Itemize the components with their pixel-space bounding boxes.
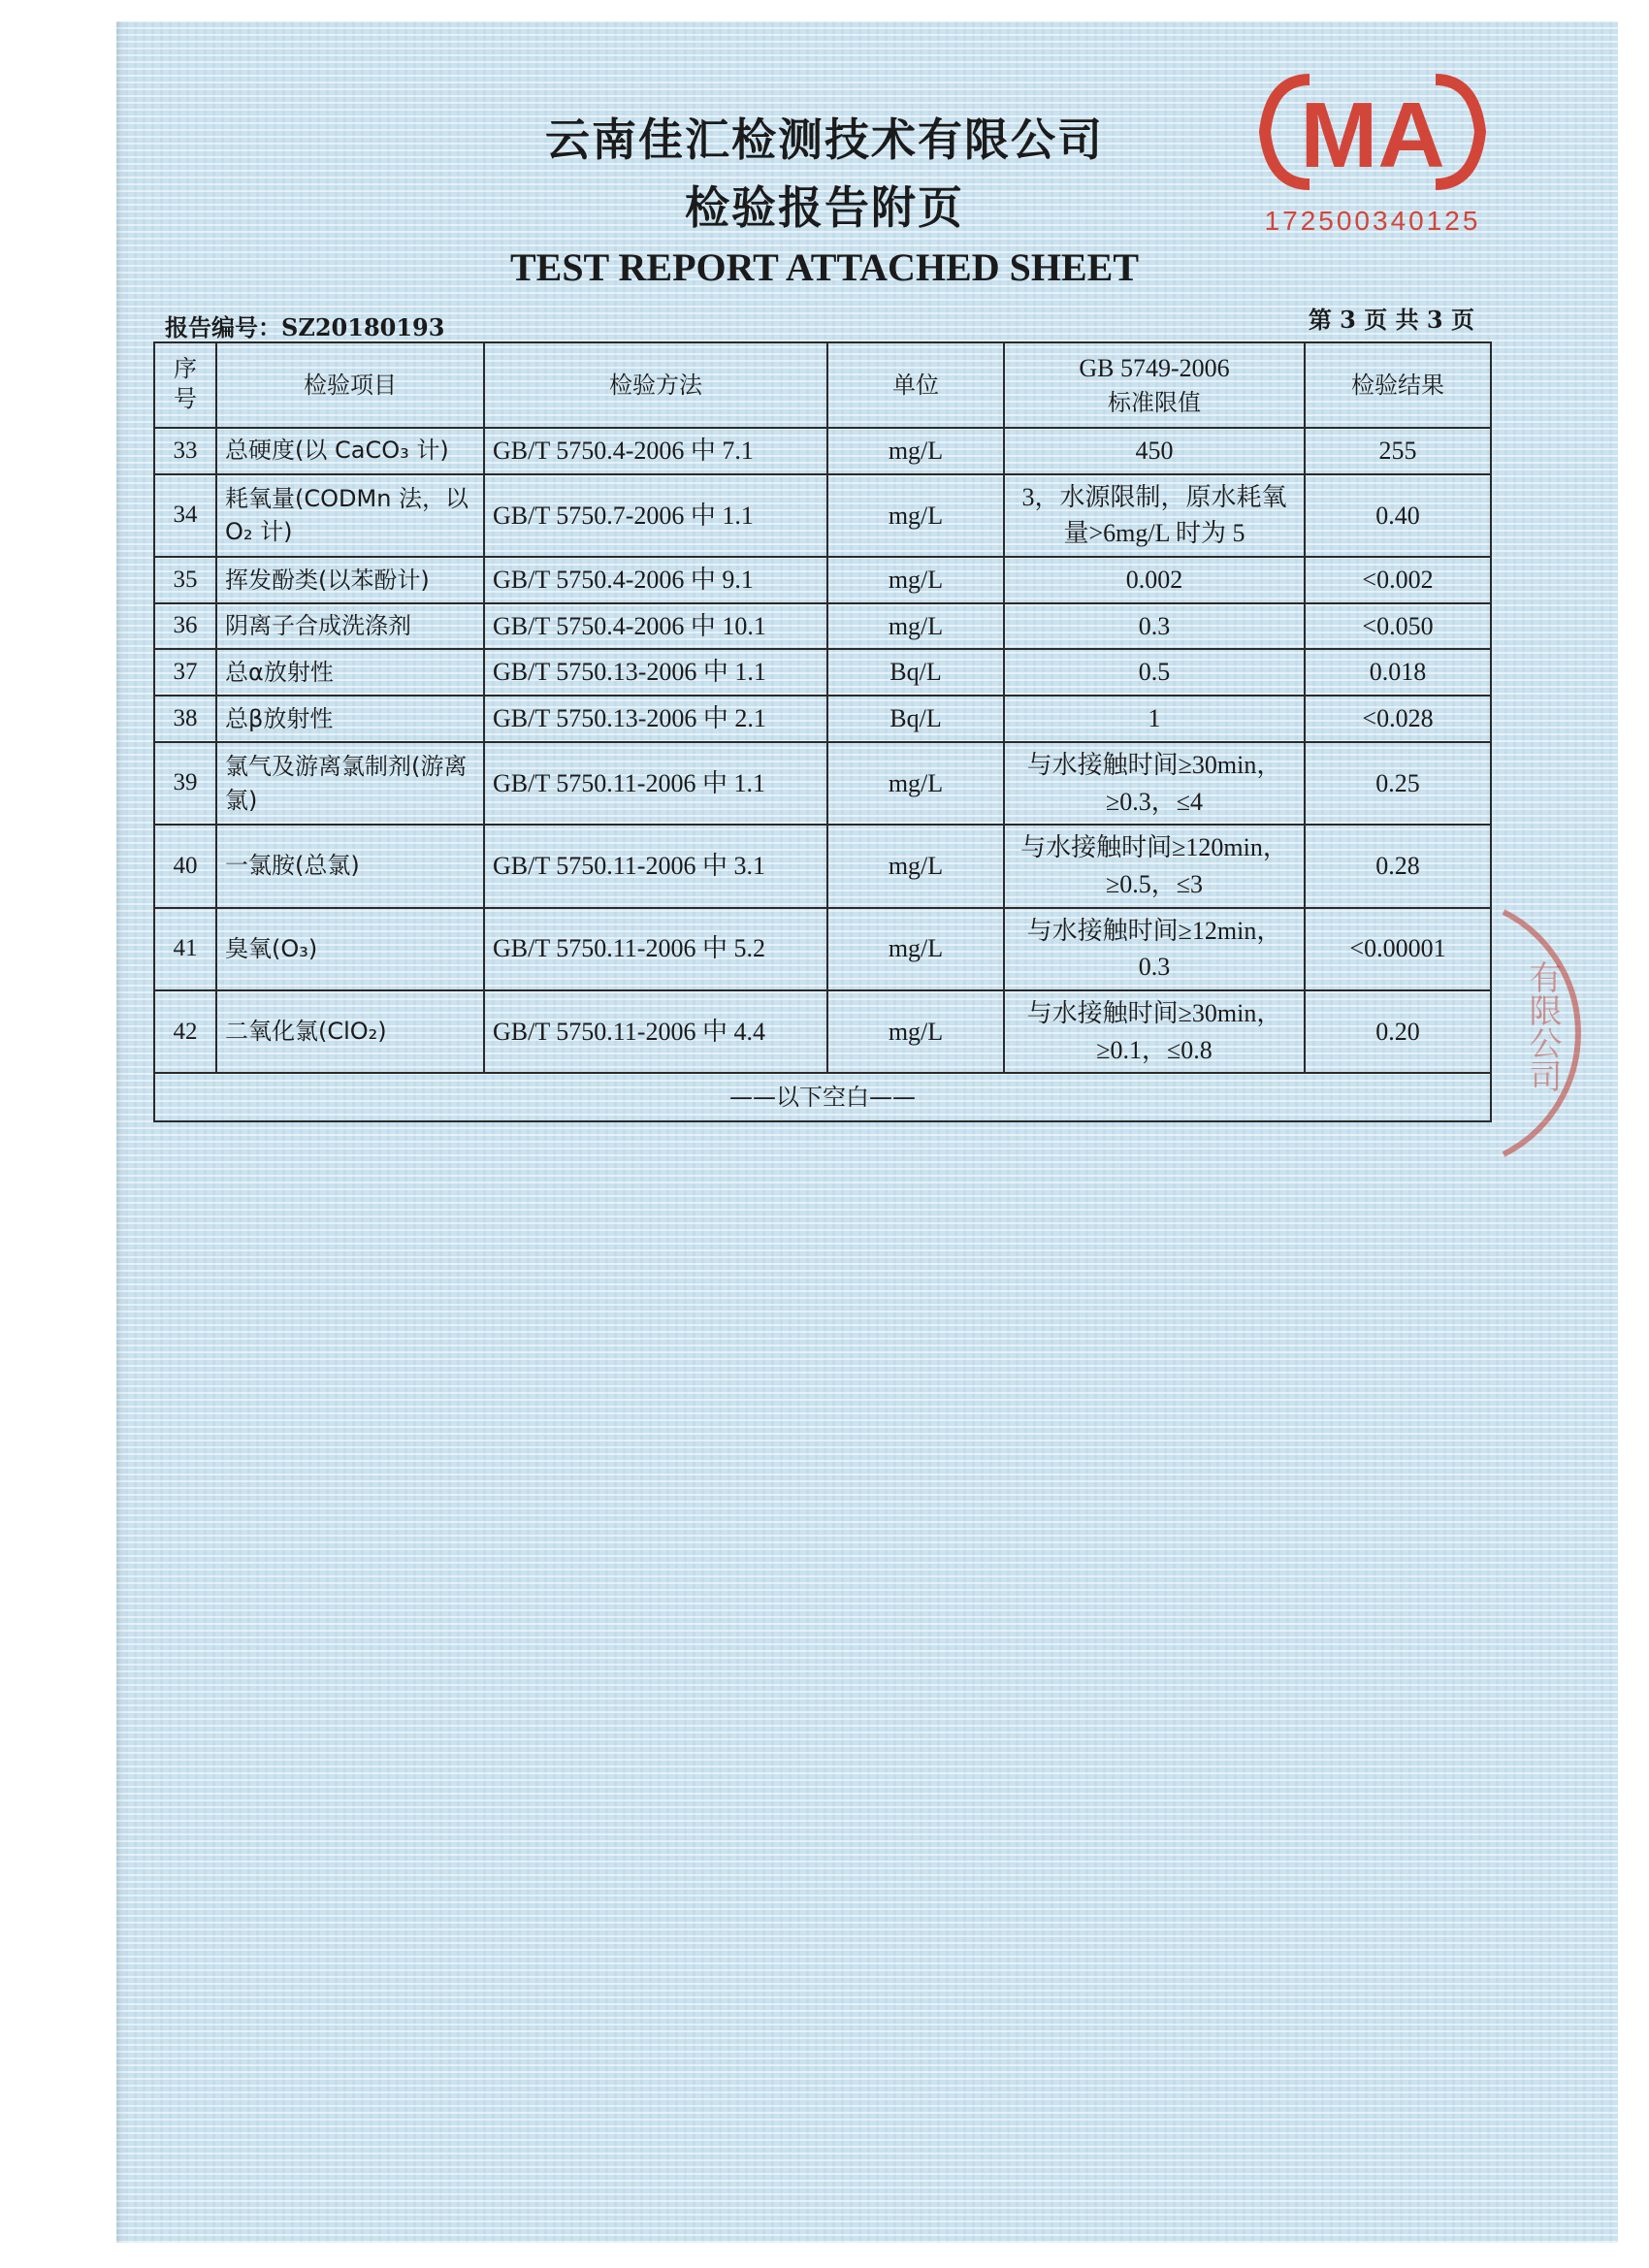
cell-limit: 1 — [1004, 696, 1305, 742]
table-body — [154, 428, 1491, 1073]
report-number: 报告编号：SZ20180193 — [165, 313, 445, 341]
cell-item: 总硬度(以 CaCO₃ 计) — [216, 428, 484, 474]
cell-unit: Bq/L — [827, 649, 1004, 696]
cell-limit: 与水接触时间≥120min，≥0.5，≤3 — [1004, 825, 1305, 907]
cell-method: GB/T 5750.7-2006 中 1.1 — [484, 474, 827, 557]
header-result: 检验结果 — [1305, 342, 1491, 428]
cell-result: <0.028 — [1305, 696, 1491, 742]
cell-limit: 3，水源限制，原水耗氧量>6mg/L 时为 5 — [1004, 474, 1305, 557]
cell-no: 34 — [154, 474, 216, 557]
cell-limit: 0.002 — [1004, 557, 1305, 603]
cell-result: 0.018 — [1305, 649, 1491, 696]
cell-result: 255 — [1305, 428, 1491, 474]
seal-text: 有限公司 — [1523, 960, 1562, 1092]
header-method: 检验方法 — [484, 342, 827, 428]
table-row — [154, 696, 1491, 742]
cell-unit: mg/L — [827, 825, 1004, 907]
cell-method: GB/T 5750.11-2006 中 1.1 — [484, 742, 827, 825]
cell-unit: mg/L — [827, 603, 1004, 650]
cell-unit: mg/L — [827, 474, 1004, 557]
cell-no: 38 — [154, 696, 216, 742]
cell-result: 0.40 — [1305, 474, 1491, 557]
cell-method: GB/T 5750.4-2006 中 10.1 — [484, 603, 827, 650]
header-standard-code: GB 5749-2006 — [1079, 353, 1230, 382]
cma-logo-text: MA — [1300, 83, 1445, 187]
cell-item: 总β放射性 — [216, 696, 484, 742]
cell-result: <0.050 — [1305, 603, 1491, 650]
cell-limit: 与水接触时间≥30min，≥0.3，≤4 — [1004, 742, 1305, 825]
cell-no: 35 — [154, 557, 216, 603]
header-unit: 单位 — [827, 342, 1004, 428]
cell-limit: 0.5 — [1004, 649, 1305, 696]
header-item: 检验项目 — [216, 342, 484, 428]
cell-item: 耗氧量(CODMn 法，以 O₂ 计) — [216, 474, 484, 557]
table-row — [154, 428, 1491, 474]
cell-item: 二氧化氯(ClO₂) — [216, 990, 484, 1073]
cell-no: 37 — [154, 649, 216, 696]
cell-unit: mg/L — [827, 742, 1004, 825]
cell-no: 39 — [154, 742, 216, 825]
cell-method: GB/T 5750.13-2006 中 1.1 — [484, 649, 827, 696]
cell-result: <0.002 — [1305, 557, 1491, 603]
report-subtitle: 检验报告附页 — [685, 181, 964, 234]
cell-method: GB/T 5750.11-2006 中 3.1 — [484, 825, 827, 907]
report-title-en: TEST REPORT ATTACHED SHEET — [509, 245, 1140, 289]
cell-item: 阴离子合成洗涤剂 — [216, 603, 484, 650]
cma-logo — [1251, 70, 1494, 194]
cell-method: GB/T 5750.4-2006 中 9.1 — [484, 557, 827, 603]
cell-limit: 0.3 — [1004, 603, 1305, 650]
cell-method: GB/T 5750.13-2006 中 2.1 — [484, 696, 827, 742]
table-row — [154, 474, 1491, 557]
cell-item: 一氯胺(总氯) — [216, 825, 484, 907]
cell-limit: 与水接触时间≥30min，≥0.1，≤0.8 — [1004, 990, 1305, 1073]
cell-method: GB/T 5750.11-2006 中 4.4 — [484, 990, 827, 1073]
header-standard-label: 标准限值 — [1108, 389, 1201, 417]
cell-no: 36 — [154, 603, 216, 650]
table-row — [154, 557, 1491, 603]
cell-item: 挥发酚类(以苯酚计) — [216, 557, 484, 603]
cell-result: <0.00001 — [1305, 908, 1491, 990]
end-row — [154, 1073, 1491, 1121]
header-no: 序号 — [154, 342, 216, 428]
table-row — [154, 742, 1491, 825]
cell-method: GB/T 5750.4-2006 中 7.1 — [484, 428, 827, 474]
cell-result: 0.25 — [1305, 742, 1491, 825]
company-seal — [1474, 902, 1649, 1164]
cell-limit: 450 — [1004, 428, 1305, 474]
end-note: ——以下空白—— — [154, 1073, 1491, 1121]
table-row — [154, 603, 1491, 650]
table-row — [154, 825, 1491, 907]
cell-item: 总α放射性 — [216, 649, 484, 696]
header-standard-limit — [1004, 342, 1305, 428]
cell-unit: Bq/L — [827, 696, 1004, 742]
certification-number: 172500340125 — [1264, 206, 1481, 236]
cell-unit: mg/L — [827, 908, 1004, 990]
table-row — [154, 908, 1491, 990]
results-table — [153, 341, 1492, 1122]
cell-unit: mg/L — [827, 428, 1004, 474]
cell-no: 33 — [154, 428, 216, 474]
cell-method: GB/T 5750.11-2006 中 5.2 — [484, 908, 827, 990]
table-row — [154, 649, 1491, 696]
cell-no: 41 — [154, 908, 216, 990]
cell-no: 40 — [154, 825, 216, 907]
cell-no: 42 — [154, 990, 216, 1073]
sheet-shadow-edge — [116, 21, 126, 2243]
cell-unit: mg/L — [827, 557, 1004, 603]
cell-result: 0.20 — [1305, 990, 1491, 1073]
cell-result: 0.28 — [1305, 825, 1491, 907]
company-name: 云南佳汇检测技术有限公司 — [545, 113, 1104, 166]
table-row — [154, 990, 1491, 1073]
cell-unit: mg/L — [827, 990, 1004, 1073]
table-header-row — [154, 342, 1491, 428]
cell-item: 臭氧(O₃) — [216, 908, 484, 990]
page-indicator: 第 3 页 共 3 页 — [1308, 306, 1474, 334]
cell-item: 氯气及游离氯制剂(游离氯) — [216, 742, 484, 825]
cell-limit: 与水接触时间≥12min，0.3 — [1004, 908, 1305, 990]
